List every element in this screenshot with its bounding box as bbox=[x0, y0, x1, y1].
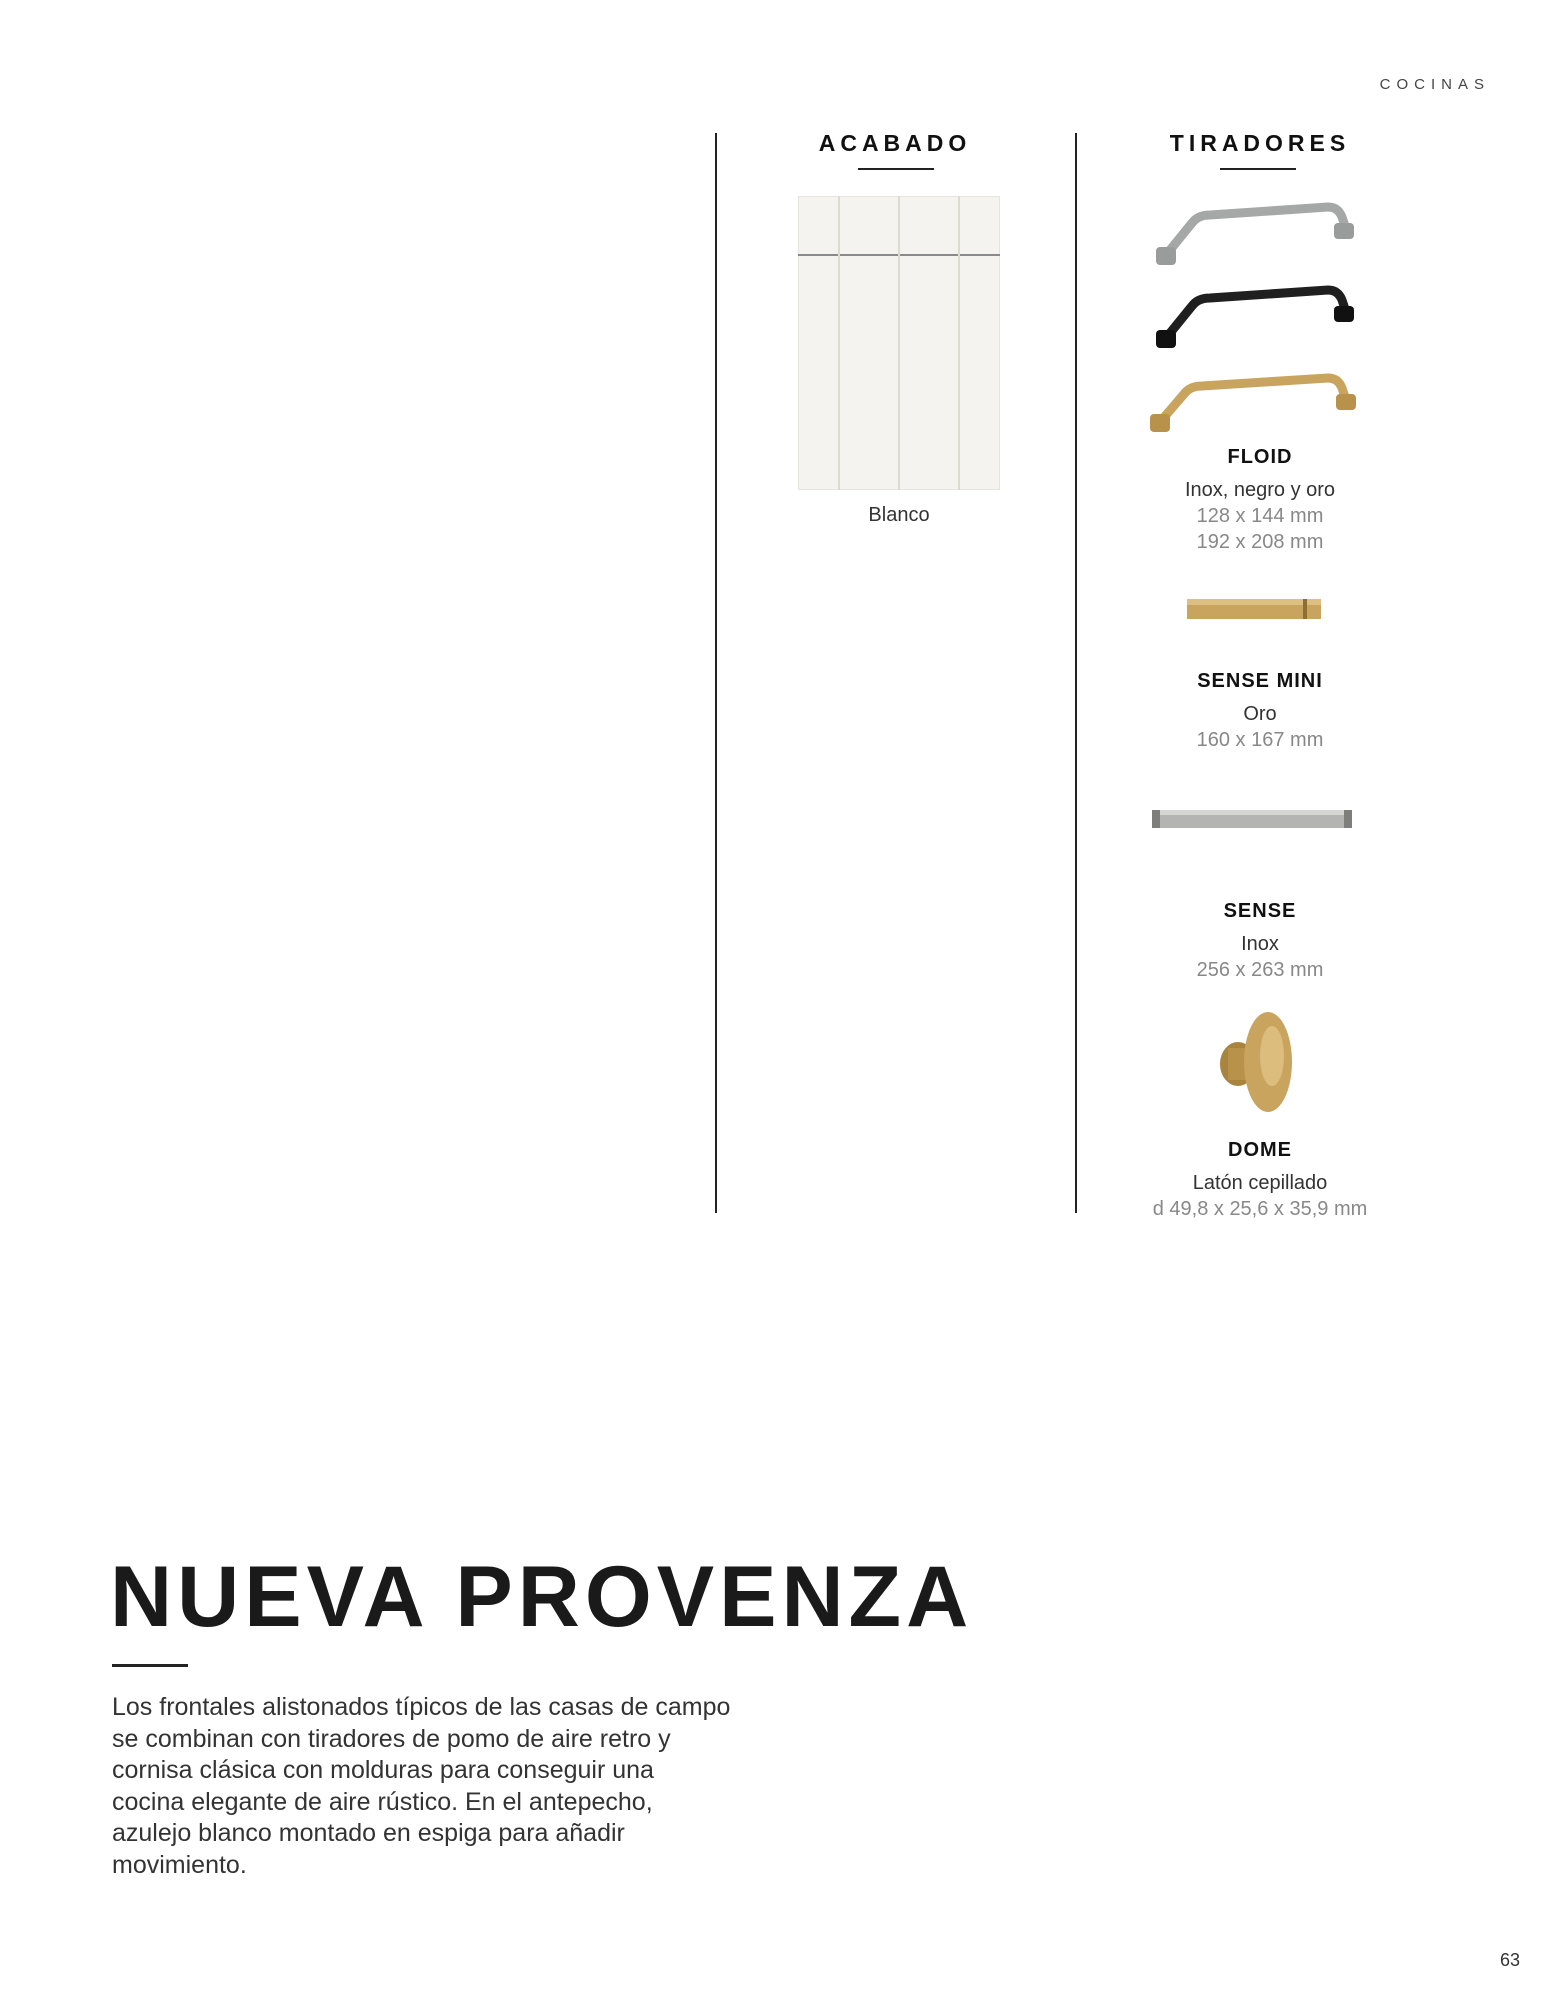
model-description: Los frontales alistonados típicos de las casas de campo se combinan con tiradores de pomo de aire retro y cornisa clásica con molduras para conseguir una cocina elegante de aire rústico. En el antepecho, azulejo blanco montado en espiga para añadir movimiento. bbox=[112, 1693, 731, 1879]
page-number: 63 bbox=[1499, 1950, 1520, 1970]
finish-name: Blanco bbox=[868, 504, 930, 526]
handle-dimension: 128 x 144 mm bbox=[1196, 505, 1324, 527]
title-underline bbox=[112, 1664, 188, 1667]
handle-dimension: 160 x 167 mm bbox=[1196, 729, 1324, 751]
handle-sense-mini bbox=[1105, 670, 1415, 753]
handle-finish: Inox, negro y oro bbox=[1184, 479, 1336, 501]
divider-left bbox=[715, 133, 717, 1213]
sense-handle-image bbox=[1150, 804, 1360, 834]
floid-handle-black-image bbox=[1152, 278, 1362, 358]
handle-finish: Oro bbox=[1243, 703, 1277, 725]
handle-floid bbox=[1105, 446, 1415, 555]
divider-right bbox=[1075, 133, 1077, 1213]
model-title: NUEVA PROVENZA bbox=[110, 1549, 974, 1645]
handle-name: DOME bbox=[1228, 1139, 1292, 1161]
finish-title-underline bbox=[858, 168, 934, 170]
handle-finish: Inox bbox=[1241, 933, 1279, 955]
handle-dimension: 192 x 208 mm bbox=[1196, 531, 1324, 553]
handles-title-underline bbox=[1220, 168, 1296, 170]
section-label: COCINAS bbox=[1379, 76, 1490, 93]
handle-finish: Latón cepillado bbox=[1192, 1172, 1328, 1194]
door-groove bbox=[838, 196, 840, 490]
handles-column-title: TIRADORES bbox=[1169, 130, 1351, 156]
floid-handle-gold-image bbox=[1142, 360, 1362, 440]
door-groove bbox=[958, 196, 960, 490]
handle-name: SENSE bbox=[1223, 900, 1297, 922]
handle-sense bbox=[1105, 900, 1415, 983]
floid-handle-steel-image bbox=[1152, 195, 1362, 275]
sense-mini-handle-image bbox=[1185, 595, 1325, 625]
handle-name: FLOID bbox=[1227, 446, 1293, 468]
handle-dome bbox=[1105, 1139, 1415, 1222]
finish-column-title: ACABADO bbox=[818, 130, 972, 156]
door-finish-swatch bbox=[798, 196, 1000, 490]
handle-name: SENSE MINI bbox=[1197, 670, 1323, 692]
dome-knob-image bbox=[1210, 1008, 1300, 1118]
handle-dimension: 256 x 263 mm bbox=[1196, 959, 1324, 981]
door-groove bbox=[898, 196, 900, 490]
handle-dimension: d 49,8 x 25,6 x 35,9 mm bbox=[1152, 1198, 1368, 1220]
